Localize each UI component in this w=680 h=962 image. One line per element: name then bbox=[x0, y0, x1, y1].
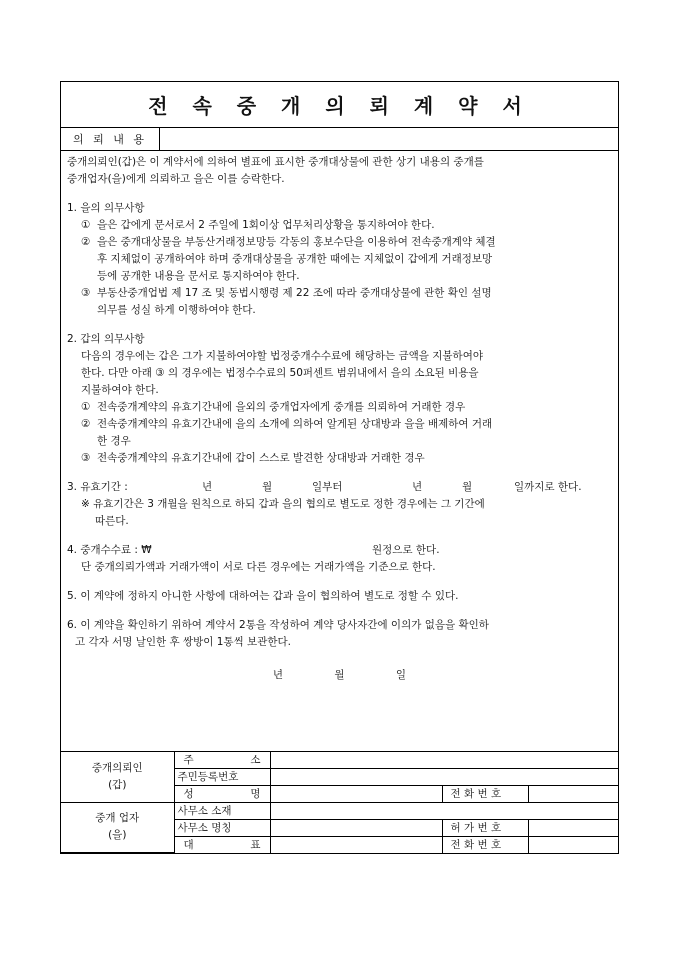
section-5: 5. 이 계약에 정하지 아니한 사항에 대하여는 갑과 을이 협의하여 별도로 정할 수 있다. bbox=[67, 590, 459, 602]
intro-line-2: 중개업자(을)에게 의뢰하고 을은 이를 승락한다. bbox=[67, 173, 285, 185]
client-id-field[interactable] bbox=[270, 768, 618, 785]
client-address-field[interactable] bbox=[270, 751, 618, 768]
request-label: 의 뢰 내 용 bbox=[61, 128, 160, 150]
broker-party-label: 중개 업자 (을) bbox=[61, 802, 174, 853]
contract-date bbox=[67, 667, 612, 693]
client-phone-label: 전 화 번 호 bbox=[442, 785, 528, 802]
client-phone-field[interactable] bbox=[528, 785, 618, 802]
client-id-label: 주민등록번호 bbox=[174, 768, 270, 785]
date-year: 년 bbox=[272, 669, 284, 681]
broker-phone-field[interactable] bbox=[528, 836, 618, 853]
signature-table: 중개의뢰인 (갑) 주 소 주민등록번호 성 명 전 화 번 호 중개 업자 (을) 사무소 소재 사무소 명칭 허 가 번 호 대 표 전 화 번 호 bbox=[61, 751, 618, 854]
broker-office-loc-label: 사무소 소재 bbox=[174, 802, 270, 819]
request-content-field[interactable] bbox=[160, 128, 618, 150]
intro-line-1: 중개의뢰인(갑)은 이 계약서에 의하여 별표에 표시한 중개대상물에 관한 상기 내용의 중개를 bbox=[67, 156, 484, 168]
request-row bbox=[61, 128, 618, 151]
s2-item: ③ 전속중개계약의 유효기간내에 갑이 스스로 발견한 상대방과 거래한 경우 bbox=[81, 452, 425, 464]
section-2-heading: 2. 갑의 의무사항 bbox=[67, 333, 145, 345]
s2-body: 다음의 경우에는 갑은 그가 지불하여야할 법정중개수수료에 해당하는 금액을 지불하여야 한다. 다만 아래 ③ 의 경우에는 법정수수료의 50퍼센트 범위내에서 을의 소요된 비용을 지불하여야 한다. bbox=[81, 350, 483, 396]
section-6-line-2: 고 각자 서명 날인한 후 쌍방이 1통씩 보관한다. bbox=[75, 636, 291, 648]
s1-item: ② 을은 중개대상물을 부동산거래정보망등 각동의 홍보수단을 이용하여 전속중개계약 체결 후 지체없이 공개하여야 하며 중개대상물을 공개한 때에는 지체없이 갑에게 거래정보망 등에 공개한 내용을 문서로 통지하여야 한다. bbox=[81, 236, 496, 282]
broker-office-name-field[interactable] bbox=[270, 819, 442, 836]
s4-line-2: 단 중개의뢰가액과 거래가액이 서로 다른 경우에는 거래가액을 기준으로 한다. bbox=[81, 561, 436, 573]
s1-item: ① 을은 갑에게 문서로서 2 주일에 1회이상 업무처리상황을 통지하여야 한다. bbox=[81, 219, 435, 231]
broker-rep-field[interactable] bbox=[270, 836, 442, 853]
section-4-line: 4. 중개수수료 : ₩ 원정으로 한다. bbox=[67, 544, 440, 556]
section-6-line-1: 6. 이 계약을 확인하기 위하여 계약서 2통을 작성하여 계약 당사자간에 이의가 없음을 확인하 bbox=[67, 619, 489, 631]
client-party-label: 중개의뢰인 (갑) bbox=[61, 751, 174, 802]
client-name-field[interactable] bbox=[270, 785, 442, 802]
broker-phone-label: 전 화 번 호 bbox=[442, 836, 528, 853]
section-1-heading: 1. 을의 의무사항 bbox=[67, 202, 145, 214]
date-day: 일 bbox=[395, 669, 407, 681]
contract-body bbox=[61, 151, 618, 693]
s2-item: ① 전속중개계약의 유효기간내에 을외의 중개업자에게 중개를 의뢰하여 거래한 경우 bbox=[81, 401, 466, 413]
broker-office-name-label: 사무소 명칭 bbox=[174, 819, 270, 836]
s1-item: ③ 부동산중개업법 제 17 조 및 동법시행령 제 22 조에 따라 중개대상물에 관한 확인 설명 의무를 성실 하게 이행하여야 한다. bbox=[81, 287, 492, 316]
document-title: 전 속 중 개 의 뢰 계 약 서 bbox=[61, 82, 618, 128]
contract-document bbox=[60, 81, 619, 854]
broker-office-loc-field[interactable] bbox=[270, 802, 618, 819]
date-month: 월 bbox=[334, 669, 345, 681]
s2-item: ② 전속중개계약의 유효기간내에 을의 소개에 의하여 알게된 상대방과 을을 배제하여 거래 한 경우 bbox=[81, 418, 493, 447]
broker-license-label: 허 가 번 호 bbox=[442, 819, 528, 836]
section-3-line: 3. 유효기간 : 년 월 일부터 년 월 일까지로 한다. bbox=[67, 481, 582, 493]
s3-note: ※ 유효기간은 3 개월을 원칙으로 하되 갑과 을의 협의로 별도로 정한 경우에는 그 기간에 따른다. bbox=[81, 498, 485, 527]
broker-license-field[interactable] bbox=[528, 819, 618, 836]
